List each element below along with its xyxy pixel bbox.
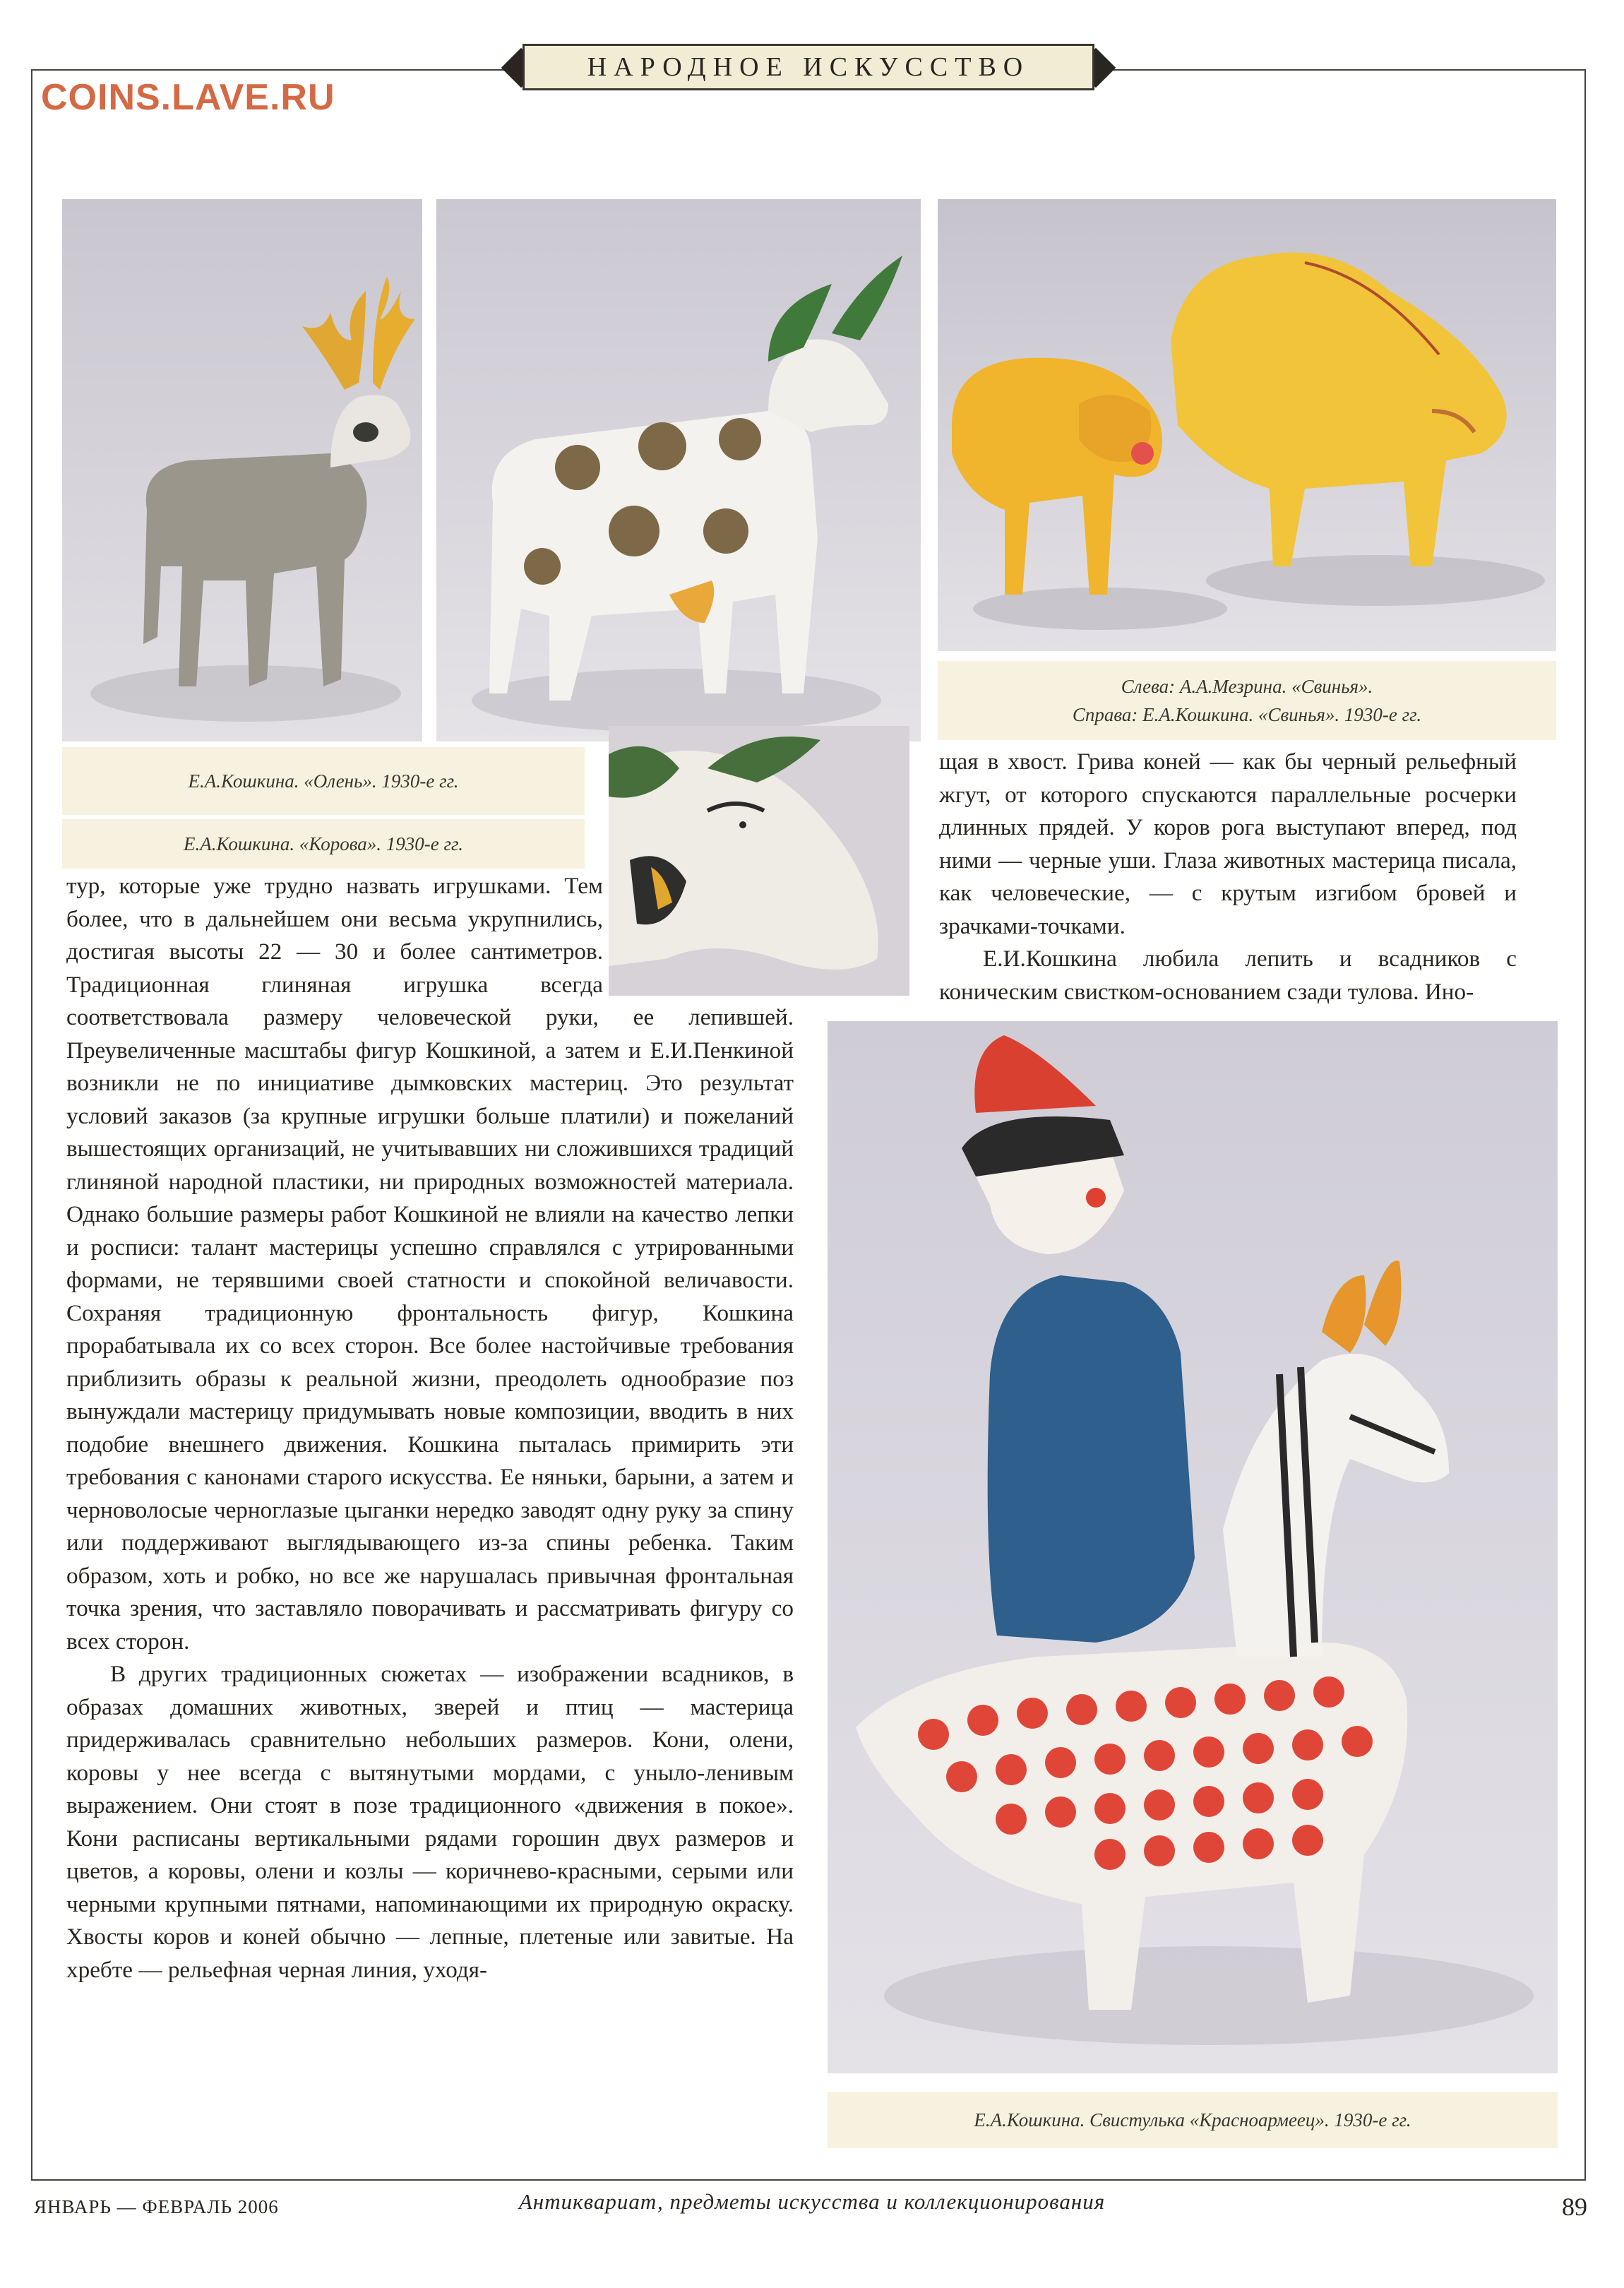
rider-whistle-illustration [828, 1021, 1558, 2073]
watermark: COINS.LAVE.RU [41, 77, 335, 118]
section-title-box [523, 44, 1094, 90]
right-paragraph-1: щая в хвост. Грива коней — как бы черный рельефный жгут, от которого спускаются параллельные росчерки длинных прядей. У коров рога выступают вперед, под ними — черные уши. Глаза животных мастерица писала, как человеческие, — с крутым изгибом бровей и зрачками-точками. [939, 749, 1517, 939]
caption-cow: Е.А.Кошкина. «Корова». 1930-е гг. [62, 819, 585, 869]
photo-cow [436, 199, 921, 741]
right-column-text [939, 746, 1517, 1008]
deer-figurine-illustration [62, 199, 422, 741]
caption-deer: Е.А.Кошкина. «Олень». 1930-е гг. [62, 747, 585, 815]
page-number: 89 [1562, 2193, 1587, 2221]
caption-pigs-line1: Слева: А.А.Мезрина. «Свинья». [1121, 675, 1373, 697]
photo-pigs [938, 199, 1556, 651]
section-banner [494, 40, 1123, 97]
left-paragraph-2: В других традиционных сюжетах — изображении всадников, в образах домашних животных, зверей и птиц — мастерица придерживалась сравнительно небольших размеров. Кони, олени, коровы у нее всегда с вытянутыми мордами, с уныло-ленивым выражением. Они стоят в позе традиционного «движения в покое». Кони расписаны вертикальными рядами горошин двух размеров и цветов, а коровы, олени и козлы — коричнево-красными, серыми или черными крупными пятнами, напоминающими их природную окраску. Хвосты коров и коней обычно — лепные, плетеные или завитые. На хребте — рельефная черная линия, уходя- [66, 1661, 794, 1983]
photo-rider [828, 1021, 1558, 2073]
caption-pigs-line2: Справа: Е.А.Кошкина. «Свинья». 1930-е гг. [1072, 704, 1422, 725]
left-column-text [66, 870, 794, 1986]
section-title: НАРОДНОЕ ИСКУССТВО [587, 52, 1030, 82]
caption-pigs [938, 661, 1556, 740]
footer-issue: ЯНВАРЬ — ФЕВРАЛЬ 2006 [34, 2196, 279, 2217]
caption-rider: Е.А.Кошкина. Свистулька «Красноармеец». 1930-е гг. [828, 2092, 1558, 2148]
right-paragraph-2: Е.И.Кошкина любила лепить и всадников с коническим свистком-основанием сзади тулова. Ино- [939, 946, 1517, 1005]
pigs-figurines-illustration [938, 199, 1556, 651]
footer-magazine-title: Антиквариат, предметы искусства и коллекционирования [518, 2189, 1106, 2214]
cow-figurine-illustration [436, 199, 921, 741]
left-paragraph-1: тур, которые уже трудно назвать игрушками. Тем более, что в дальнейшем они весьма укрупнились, достигая высоты 22 — 30 и более сантиметров. Традиционная глиняная игрушка всегда соответствовала размеру человеческой руки, ее лепившей. Преувеличенные масштабы фигур Кошкиной, а затем и Е.И.Пенкиной возникли не по инициативе дымковских мастериц. Это результат условий заказов (за крупные игрушки больше платили) и пожеланий вышестоящих организаций, не учитывавших ни сложившихся традиций глиняной народной пластики, ни природных возможностей материала. Однако большие размеры работ Кошкиной не влияли на качество лепки и росписи: талант мастерицы успешно справлялся с утрированными формами, не терявшими своей статности и спокойной величавости. Сохраняя традиционную фронтальность фигур, Кошкина прорабатывала их со всех сторон. Все более настойчивые требования приблизить образы к реальной жизни, преодолеть однообразие поз вынуждали мастерицу придумывать новые композиции, вводить в них подобие внешнего движения. Кошкина пыталась примирить эти требования с канонами старого искусства. Ее няньки, барыни, а затем и черноволосые черноглазые цыганки нередко заводят одну руку за спину или поддерживают выглядывающего из-за спины ребенка. Таким образом, хоть и робко, но все же нарушалась привычная фронтальная точка зрения, что заставляло поворачивать и рассматривать фигуру со всех сторон. [66, 873, 794, 1655]
photo-deer [62, 199, 422, 741]
